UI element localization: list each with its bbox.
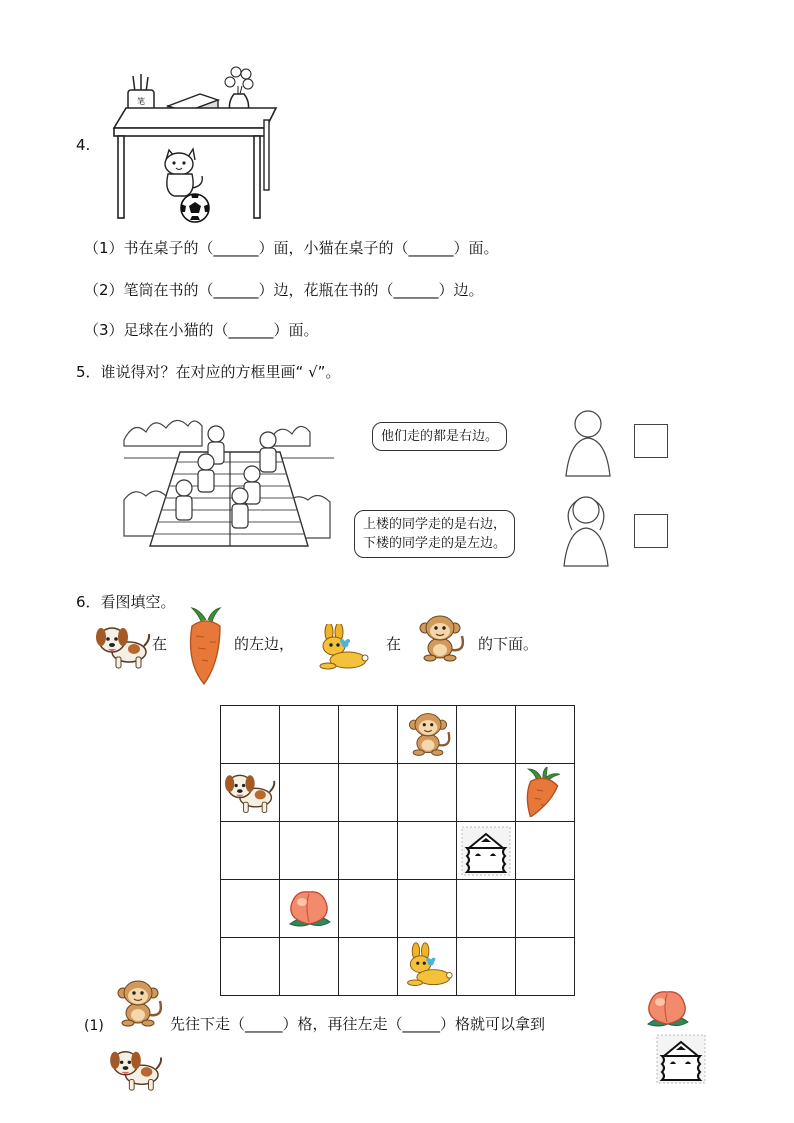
grid-cell (457, 706, 516, 764)
grid-cell (221, 764, 280, 822)
speech-bubble-2-line-2: 下楼的同学走的是左边。 (363, 536, 507, 551)
fill-word-3: 在 (386, 635, 402, 653)
table-scene-illustration (108, 64, 280, 224)
monkey-icon (412, 614, 468, 662)
grid-cell (221, 880, 280, 938)
answer-checkbox-2[interactable] (634, 514, 668, 548)
q5-prompt: 5．谁说得对？在对应的方框里画“ √”。 (76, 363, 341, 381)
q4-line-1: （1）书在桌子的（______）面，小猫在桌子的（______）面。 (84, 239, 499, 257)
answer-checkbox-1[interactable] (634, 424, 668, 458)
grid-cell (339, 764, 398, 822)
staircase-illustration (120, 400, 672, 572)
grid-cell (339, 706, 398, 764)
fill-word-1: 在 (152, 635, 168, 653)
grid-cell (457, 880, 516, 938)
grid-cell (457, 822, 516, 880)
sub1-text: 先往下走（_____）格，再往左走（_____）格就可以拿到 (170, 1015, 546, 1033)
grid-cell (280, 938, 339, 996)
speech-bubble-2 (354, 510, 515, 558)
grid-rabbit-icon (402, 941, 454, 991)
grid-cell (339, 880, 398, 938)
grid-cell (398, 880, 457, 938)
soccer-ball-icon (181, 194, 209, 222)
fill-word-4: 的下面。 (478, 635, 539, 653)
grid-cell (516, 822, 575, 880)
rabbit-icon (310, 624, 374, 672)
sub1-prefix: (1) (84, 1018, 104, 1034)
grid-monkey-icon (402, 709, 454, 759)
grid-cell (339, 822, 398, 880)
grid-cell (457, 938, 516, 996)
grid-dog-icon (225, 767, 277, 817)
sub1-monkey-icon (110, 978, 166, 1028)
sub1-peach-icon (642, 986, 692, 1030)
speech-bubble-2-line-1: 上楼的同学走的是右边， (363, 517, 507, 532)
carrot-icon (184, 606, 228, 686)
speech-bubble-1: 他们走的都是右边。 (372, 422, 507, 451)
grid-cell (516, 764, 575, 822)
grid-cell (280, 706, 339, 764)
grid-cell (398, 706, 457, 764)
q6-prompt: 6．看图填空。 (76, 593, 176, 611)
grid-cell (280, 822, 339, 880)
pen-holder-label: 笔 (137, 97, 145, 106)
grid-cell (516, 938, 575, 996)
grid-cell (398, 764, 457, 822)
sub1-house-icon (656, 1034, 706, 1084)
q4-line-3: （3）足球在小猫的（______）面。 (84, 321, 319, 339)
grid-cell (221, 938, 280, 996)
grid-cell (398, 822, 457, 880)
grid-cell (516, 880, 575, 938)
grid-cell (516, 706, 575, 764)
cat-icon (165, 149, 202, 196)
grid-cell (221, 706, 280, 764)
grid-carrot-icon (520, 767, 566, 817)
grid-cell (280, 880, 339, 938)
fill-word-2: 的左边， (234, 635, 295, 653)
grid-cell (221, 822, 280, 880)
dog-icon (96, 622, 152, 670)
grid-cell (339, 938, 398, 996)
grid-peach-icon (284, 883, 334, 933)
q4-line-2: （2）笔筒在书的（______）边，花瓶在书的（______）边。 (84, 281, 484, 299)
grid-house-icon (461, 825, 511, 877)
position-grid (220, 705, 575, 996)
q4-number: 4. (76, 136, 91, 154)
grid-cell (398, 938, 457, 996)
grid-cell (457, 764, 516, 822)
sub1-dog-icon (110, 1046, 164, 1092)
grid-cell (280, 764, 339, 822)
